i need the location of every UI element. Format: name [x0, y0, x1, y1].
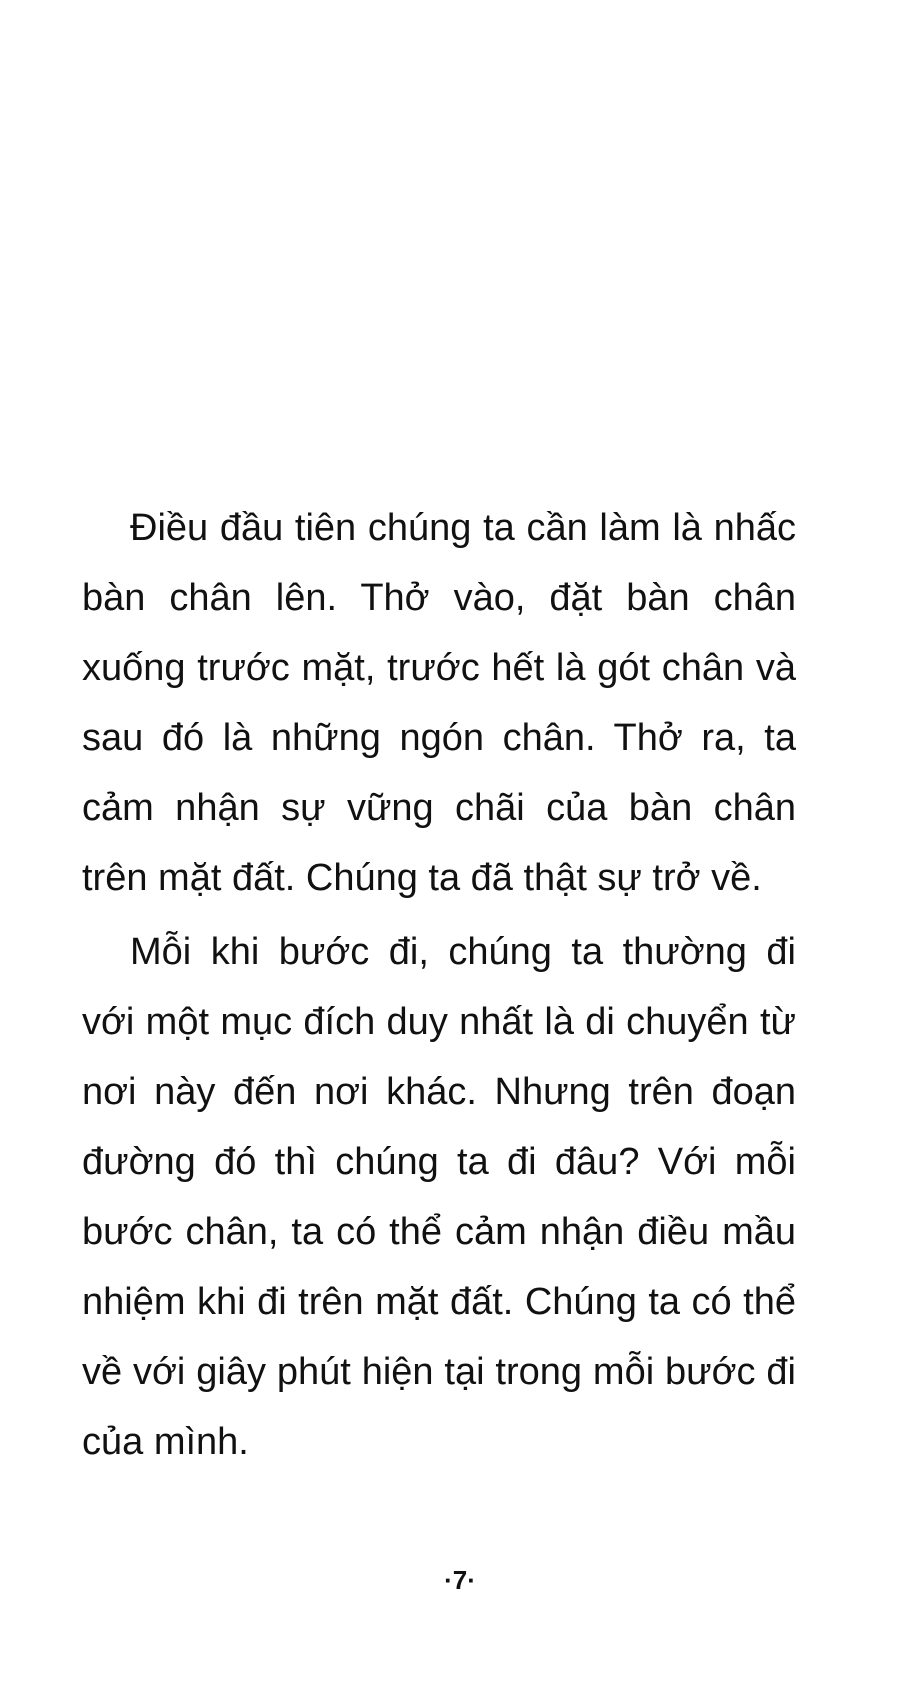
paragraph-2: Mỗi khi bước đi, chúng ta thường đi với một mục đích duy nhất là di chuyển từ nơi này đến nơi khác. Nhưng trên đoạn đường đó thì chúng ta đi đâu? Với mỗi bước chân, ta có thể cảm nhận điều mầu nhiệm khi đi trên mặt đất. Chúng ta có thể về với giây phút hiện tại trong mỗi bước đi của mình. — [82, 931, 796, 1463]
body-text — [82, 493, 796, 1477]
page-number: ·7· — [444, 1565, 476, 1595]
paragraph-1: Điều đầu tiên chúng ta cần làm là nhấc bàn chân lên. Thở vào, đặt bàn chân xuống trước mặt, trước hết là gót chân và sau đó là những ngón chân. Thở ra, ta cảm nhận sự vững chãi của bàn chân trên mặt đất. Chúng ta đã thật sự trở về. — [82, 507, 796, 899]
